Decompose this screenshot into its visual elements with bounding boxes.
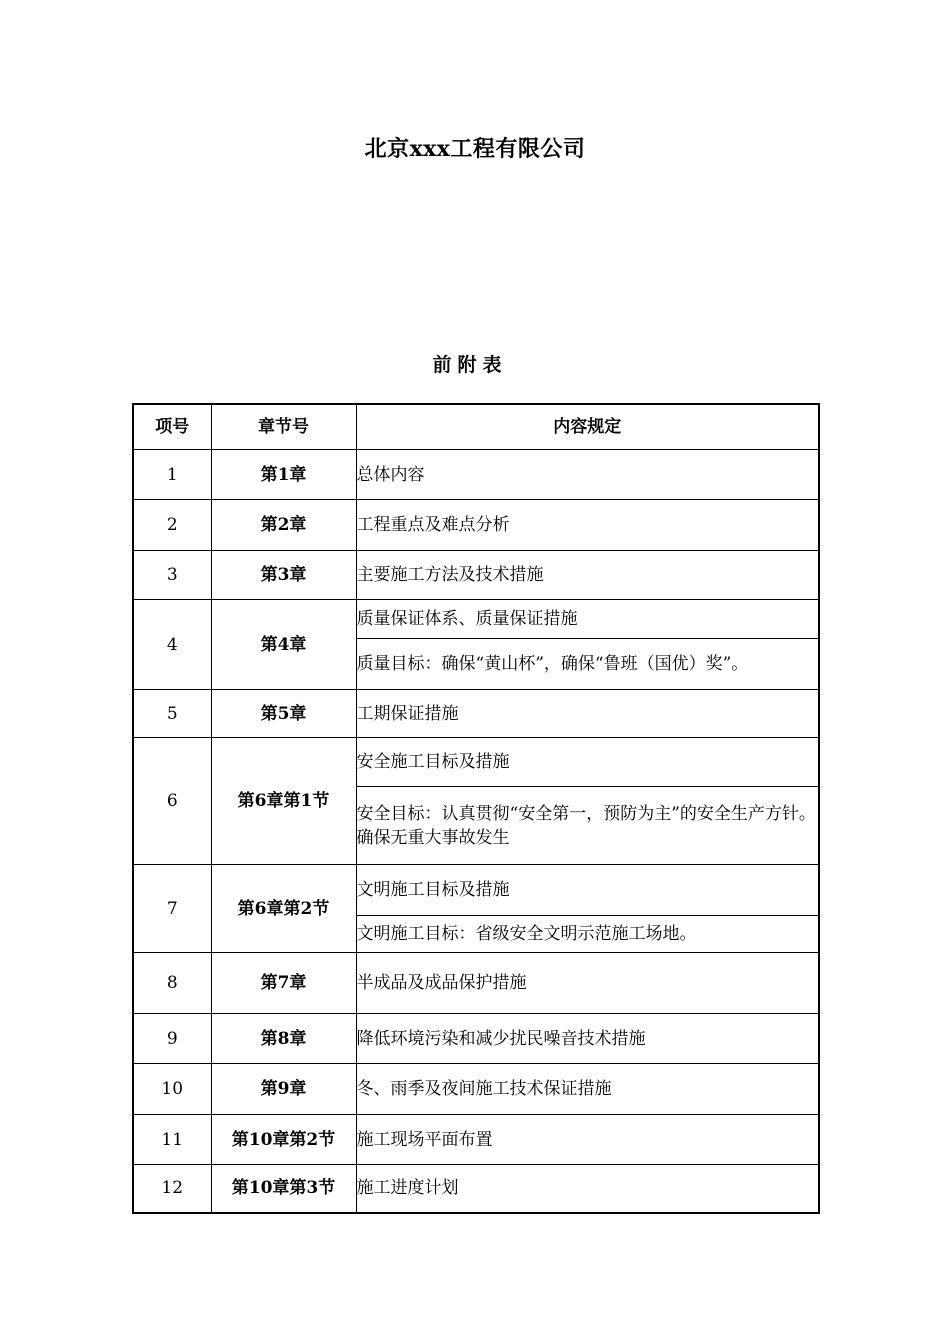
row-number: 4 (133, 600, 211, 690)
table-row (133, 500, 819, 551)
row-content: 冬、雨季及夜间施工技术保证措施 (356, 1064, 819, 1115)
row-chapter: 第1章 (211, 450, 356, 500)
table-row (133, 551, 819, 600)
row-chapter: 第4章 (211, 600, 356, 690)
front-attached-table (132, 403, 820, 1214)
row-content: 半成品及成品保护措施 (356, 953, 819, 1014)
row-number: 3 (133, 551, 211, 600)
row-content: 总体内容 (356, 450, 819, 500)
row-content: 安全目标：认真贯彻“安全第一，预防为主”的安全生产方针。确保无重大事故发生 (356, 787, 819, 865)
row-chapter: 第6章第1节 (211, 738, 356, 865)
header-chapter: 章节号 (211, 404, 356, 450)
row-chapter: 第3章 (211, 551, 356, 600)
row-chapter: 第2章 (211, 500, 356, 551)
row-content: 文明施工目标及措施 (356, 865, 819, 916)
table-title: 前附表 (432, 354, 508, 376)
row-number: 8 (133, 953, 211, 1014)
header-item-number: 项号 (133, 404, 211, 450)
row-number: 9 (133, 1014, 211, 1064)
row-number: 6 (133, 738, 211, 865)
company-title: 北京xxx工程有限公司 (364, 136, 586, 162)
row-content: 质量目标：确保“黄山杯”，确保“鲁班（国优）奖”。 (356, 639, 819, 690)
table-row (133, 1064, 819, 1115)
row-content: 施工现场平面布置 (356, 1115, 819, 1165)
row-chapter: 第7章 (211, 953, 356, 1014)
header-content: 内容规定 (356, 404, 819, 450)
row-number: 11 (133, 1115, 211, 1165)
row-content: 主要施工方法及技术措施 (356, 551, 819, 600)
table-row (133, 450, 819, 500)
table-row (133, 1014, 819, 1064)
row-chapter: 第10章第2节 (211, 1115, 356, 1165)
table-row (133, 865, 819, 916)
table-row (133, 1115, 819, 1165)
table-row (133, 738, 819, 787)
table-row (133, 690, 819, 738)
row-content: 工程重点及难点分析 (356, 500, 819, 551)
row-content: 质量保证体系、质量保证措施 (356, 600, 819, 639)
row-number: 7 (133, 865, 211, 953)
table-row (133, 600, 819, 639)
row-number: 5 (133, 690, 211, 738)
row-chapter: 第10章第3节 (211, 1165, 356, 1213)
row-content: 降低环境污染和减少扰民噪音技术措施 (356, 1014, 819, 1064)
row-content: 安全施工目标及措施 (356, 738, 819, 787)
row-chapter: 第9章 (211, 1064, 356, 1115)
row-number: 12 (133, 1165, 211, 1213)
row-chapter: 第6章第2节 (211, 865, 356, 953)
row-number: 10 (133, 1064, 211, 1115)
table-row (133, 1165, 819, 1213)
row-chapter: 第5章 (211, 690, 356, 738)
row-content: 施工进度计划 (356, 1165, 819, 1213)
table-row (133, 953, 819, 1014)
row-number: 1 (133, 450, 211, 500)
row-content: 文明施工目标：省级安全文明示范施工场地。 (356, 916, 819, 953)
table-header-row (133, 404, 819, 450)
row-content: 工期保证措施 (356, 690, 819, 738)
row-chapter: 第8章 (211, 1014, 356, 1064)
row-number: 2 (133, 500, 211, 551)
